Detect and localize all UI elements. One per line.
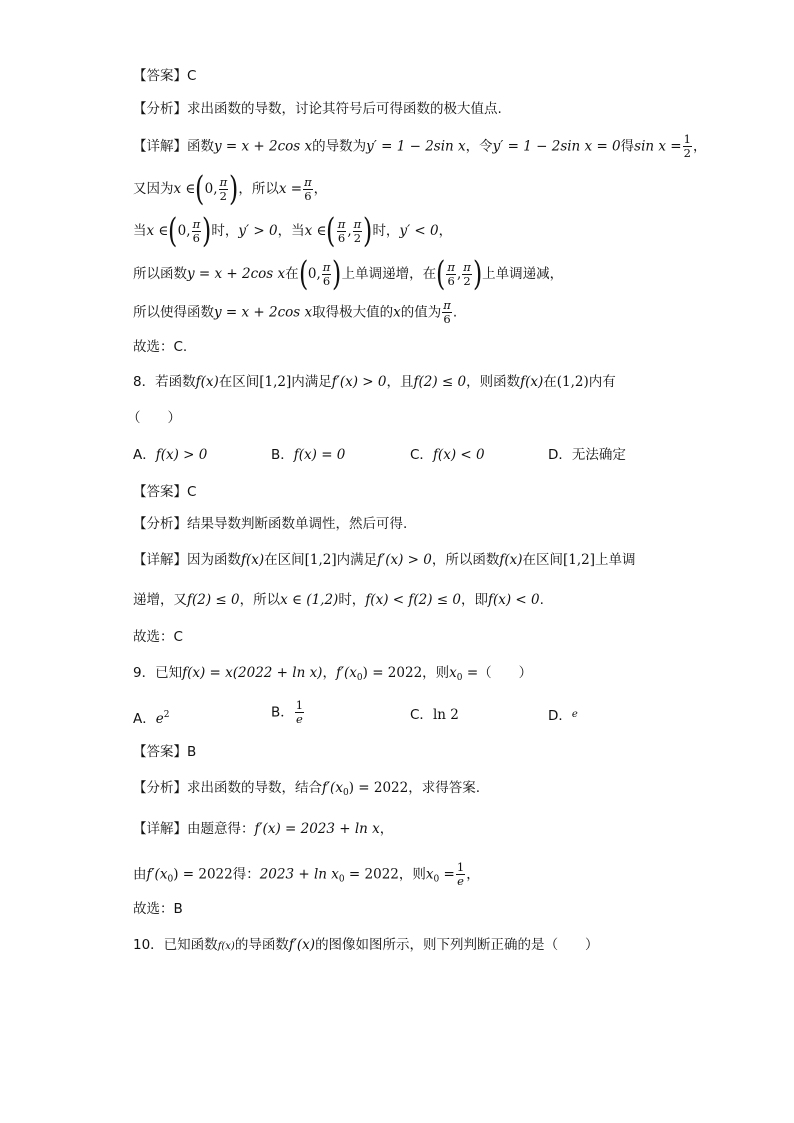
q8-answer-line [133,482,196,502]
option-label: C． [410,447,433,463]
fraction [446,261,456,288]
option-text: e [571,709,578,720]
q8-option-a[interactable] [133,445,207,465]
fraction [303,176,313,203]
math: [1,2] [563,552,596,568]
denominator: e [457,874,464,888]
numerator: 1 [456,860,465,874]
q7-analysis: 求出函数的导数，讨论其符号后可得函数的极大值点. [187,101,502,117]
numerator: π [322,259,331,274]
text: 因为函数 [187,552,241,568]
option-text: 无法确定 [571,447,626,463]
denominator: 6 [192,230,200,245]
answer-tag: 【答案】 [133,484,187,500]
math: f′(x [335,665,357,681]
q9-analysis-line [133,778,480,803]
math: f(x) = x(2022 + ln x) [182,665,323,681]
math: = [439,866,455,883]
right-paren: ) [229,169,239,209]
subscript: 0 [167,874,174,885]
text: 的值为 [400,304,442,321]
text: ，且 [386,374,414,390]
detail-tag: 【详解】 [133,821,187,837]
subscript: 0 [342,788,349,798]
math: y′ < 0 [399,223,439,239]
q9-detail-line-2 [133,861,480,890]
subscript: 0 [356,673,363,683]
right-paren: ) [332,254,342,294]
text: 所以使得函数 [133,304,214,321]
text: ，所以 [239,592,281,608]
math: x ∈ [304,223,327,239]
text: 求出函数的导数，结合 [187,780,322,796]
denominator: 6 [447,273,455,288]
math: f(x) [217,941,235,952]
q9-stem [133,663,532,688]
q8-analysis: 结果导数判断函数单调性，然后可得. [187,516,408,532]
math: f(x) [195,374,219,390]
q9-detail-line-1 [133,819,393,839]
right-paren: ) [472,254,483,294]
left-paren: ( [195,169,205,209]
q8-choice: 故选：C [133,629,183,645]
math: 0, [307,266,321,282]
numerator: 1 [683,132,691,146]
text: ，所以 [238,181,279,197]
math: f(x) [499,552,523,568]
math: y′ = 1 − 2sin x [366,138,466,155]
text: 由 [133,866,147,883]
text: 所以函数 [133,266,187,282]
q7-detail-line-2 [133,169,328,209]
detail-tag: 【详解】 [133,552,187,568]
fraction [295,699,304,726]
option-label: D． [548,447,572,463]
subscript: 0 [456,673,463,683]
math: f′(x [146,866,168,883]
fraction [462,261,472,288]
answer-paren: （ ） [478,665,533,681]
numerator: π [447,259,455,274]
math: x [425,866,434,883]
q8-option-c[interactable] [410,445,485,465]
text: 上单调递减， [482,266,564,282]
q8-option-d[interactable] [548,445,626,465]
fraction [322,261,332,288]
math: y′ > 0 [238,223,278,239]
text: ， [692,138,707,155]
text: ，即 [460,592,488,608]
option-label: A． [133,711,156,727]
denominator: 6 [304,188,312,203]
q10-stem [133,935,599,957]
text: 在区间 [522,552,564,568]
text: 取得极大值的 [312,304,394,321]
text: 由题意得： [187,821,255,837]
fraction [192,218,202,245]
math: [1,2] [259,374,292,390]
math: f(x) [241,552,265,568]
text: 8．若函数 [133,374,196,390]
text: 递增，又 [133,592,187,608]
text: ， [438,223,453,239]
answer-paren: （ ） [544,937,599,953]
math: ) = 2022 [362,665,423,681]
option-text: f(x) < 0 [432,447,485,463]
numerator: π [443,298,451,312]
subscript: 0 [338,874,345,885]
text: 又因为 [133,181,174,197]
comma: , [456,266,462,282]
math: = [462,665,479,681]
analysis-tag: 【分析】 [133,516,187,532]
q7-analysis-line [133,99,502,119]
comma: , [347,223,352,239]
text: 上单调递增，在 [341,266,437,282]
text: ，求得答案. [408,780,481,796]
text: 的导函数 [234,937,289,953]
text: ， [379,821,394,837]
q7-choice: 故选：C. [133,339,188,355]
text: 10．已知函数 [133,937,218,953]
text: . [452,304,458,321]
option-label: B． [271,704,294,721]
left-paren: ( [326,211,336,251]
numerator: π [304,174,312,189]
math: ) = 2022 [173,866,233,883]
q8-detail-line-1 [133,550,636,570]
q7-detail-line-5 [133,299,457,326]
math: x ∈ (1,2) [280,592,339,608]
text: 得： [232,866,260,883]
math: x = [278,181,303,197]
text: 9．已知 [133,665,183,681]
math: f′(x) [288,937,316,953]
option-text: f(x) > 0 [155,447,208,463]
denominator: 2 [219,188,227,203]
numerator: π [353,216,362,231]
denominator: 6 [322,273,331,288]
text: 的图像如图所示，则下列判断正确的是 [315,937,545,953]
fraction [683,133,692,160]
q8-answer-paren: （ ） [127,410,181,426]
math: y′ = 1 − 2sin x = 0 [492,138,621,155]
denominator: 6 [443,312,451,326]
answer-tag: 【答案】 [133,744,187,760]
numerator: π [219,174,228,189]
option-label: A． [133,447,156,463]
text: 在 [285,266,299,282]
q7-detail-line-3 [133,211,453,251]
text: 内满足 [291,374,332,390]
math: y = x + 2cos x [214,304,313,321]
denominator: 2 [683,146,691,160]
detail-tag: 【详解】 [133,138,187,155]
superscript: 2 [163,710,170,720]
fraction [442,299,452,326]
q7-detail-line-1 [133,133,706,160]
text: ， [322,665,336,681]
math: 0, [177,223,191,239]
fraction [456,861,465,888]
math: 2023 + ln x [259,866,339,883]
math: = 2022 [344,866,399,883]
math: sin x = [634,138,682,155]
q9-option-b[interactable] [271,699,305,726]
denominator: 6 [337,230,346,245]
math: f(x) [520,374,544,390]
math: x ∈ [173,181,196,197]
math: x ∈ [146,223,169,239]
math: y = x + 2cos x [214,138,313,155]
math: f′(x [322,780,343,796]
numerator: π [192,216,201,231]
text: 得 [620,138,635,155]
math: f′(x) > 0 [377,552,432,568]
text: 时， [211,223,239,239]
option-label: D． [548,708,572,724]
left-paren: ( [436,254,446,294]
subscript: 0 [433,874,440,885]
q9-option-d[interactable] [548,705,578,726]
q8-stem [133,372,616,392]
math: f′(x) > 0 [331,374,387,390]
math: f(2) ≤ 0 [187,592,240,608]
right-paren: ) [202,211,212,251]
q8-analysis-line [133,514,407,534]
text: ， [466,866,480,883]
text: . [539,592,544,608]
math: x [393,304,401,321]
q8-detail-line-2 [133,590,544,610]
text: ，则函数 [466,374,521,390]
fraction [337,218,347,245]
text: 的导数为 [312,138,367,155]
option-text: e [155,711,164,727]
q9-option-c[interactable] [410,705,459,725]
math: x [449,665,457,681]
q7-answer: C [187,68,197,84]
answer-tag: 【答案】 [133,68,187,84]
option-text: ln 2 [432,707,459,723]
text: 内满足 [336,552,378,568]
fraction [353,218,363,245]
right-paren: ) [363,211,373,251]
math: f(x) < f(2) ≤ 0 [365,592,461,608]
denominator: e [296,712,303,726]
numerator: π [337,216,346,231]
math: (1,2) [556,374,589,390]
denominator: 2 [353,230,362,245]
q9-answer: B [187,744,197,760]
text: ， [313,181,328,197]
option-text: f(x) = 0 [293,447,346,463]
option-label: C． [410,707,433,723]
math: [1,2] [304,552,337,568]
text: 时， [338,592,366,608]
text: ，当 [277,223,305,239]
numerator: π [463,259,471,274]
q9-answer-line [133,742,196,762]
denominator: 2 [463,273,471,288]
q9-choice: 故选：B [133,901,183,917]
q9-option-a[interactable] [133,705,169,729]
math: f(2) ≤ 0 [413,374,467,390]
q7-answer-line [133,66,196,86]
math: f(x) < 0 [487,592,540,608]
text: 内有 [588,374,616,390]
q7-detail-line-4 [133,254,564,294]
text: 上单调 [595,552,636,568]
left-paren: ( [298,254,308,294]
q8-answer: C [187,484,197,500]
analysis-tag: 【分析】 [133,780,187,796]
math: y = x + 2cos x [187,266,286,282]
math: ) = 2022 [348,780,409,796]
fraction [219,176,229,203]
text: 函数 [187,138,214,155]
math: f′(x) = 2023 + ln x [254,821,380,837]
text: 在区间 [218,374,260,390]
q8-option-b[interactable] [271,445,345,465]
text: 在区间 [264,552,305,568]
text: 当 [133,223,147,239]
text: ，则 [398,866,426,883]
text: ，令 [465,138,493,155]
text: 在 [543,374,557,390]
left-paren: ( [168,211,178,251]
analysis-tag: 【分析】 [133,101,187,117]
text: ，所以函数 [431,552,500,568]
text: ，则 [422,665,450,681]
numerator: 1 [295,698,304,712]
option-label: B． [271,447,294,463]
math: 0, [204,181,218,197]
text: 时， [372,223,400,239]
